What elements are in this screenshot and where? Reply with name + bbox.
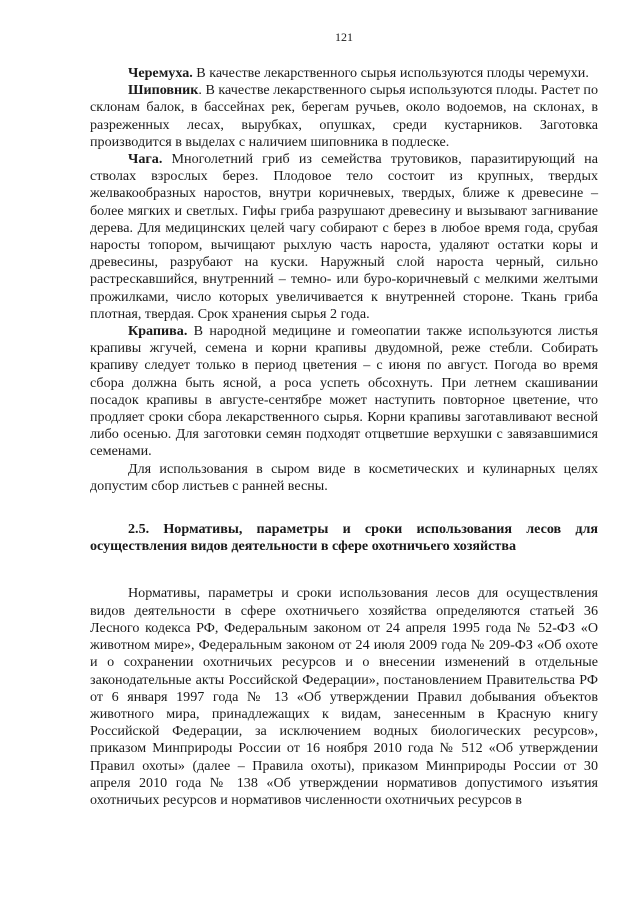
- closing-paragraph: Для использования в сыром виде в косметических и кулинарных целях допустим сбор листьев с ранней весны.: [90, 460, 598, 494]
- entry-paragraph-krapiva: [90, 323, 598, 461]
- entry-term: Шиповник: [128, 82, 199, 99]
- entry-paragraph-chaga: [90, 151, 598, 323]
- entry-text: . В качестве лекарственного сырья используются плоды. Растет по склонам балок, в бассейнах рек, берегам ручьев, около водоемов, на склонах, в разреженных лесах, вырубках, опушках, среди кустарников. Заготовка производится в выделах с наличием шиповника в подлеске.: [90, 82, 598, 150]
- entry-term: Чага.: [128, 151, 163, 168]
- entry-text: В качестве лекарственного сырья используются плоды черемухи.: [192, 65, 589, 81]
- document-page: [90, 30, 598, 809]
- entry-text: Многолетний гриб из семейства трутовиков, паразитирующий на стволах взрослых берез. Плодовое тело состоит из крупных, твердых желвакообразных наростов, внутри коричневых, твердых, ближе к древесине – более мягких и светлых. Гифы гриба разрушают древесину и вызывают загнивание дерева. Для медицинских целей чагу собирают с берез в любое время года, срубая наросты топором, вычищают рыхлую часть нароста, удаляют остатки коры и древесины, разрубают на куски. Наружный слой нароста черный, сильно растрескавшийся, внутренний – темно- или буро-коричневый с мелкими желтыми прожилками, число которых увеличивается к внутренней стороне. Ткань гриба плотная, твердая. Срок хранения сырья 2 года.: [90, 151, 598, 322]
- entry-paragraph-shipovnik: [90, 82, 598, 151]
- entry-term: Черемуха.: [128, 65, 193, 81]
- entry-text: В народной медицине и гомеопатии также используются листья крапивы жгучей, семена и корни крапивы двудомной, реже стебли. Собирать крапиву следует только в период цветения – с июня по август. Погода во время сбора должна быть ясной, а роса успеть обсохнуть. При летнем скашивании посадок крапивы в августе-сентябре может наступить повторное цветение, что продляет сроки сбора лекарственного сырья. Корни крапивы заготавливают весной либо осенью. Для заготовки семян подходят отцветшие верхушки с завязавшимися семенами.: [90, 323, 598, 460]
- page-number: 121: [335, 30, 353, 44]
- section-heading: 2.5. Нормативы, параметры и сроки использования лесов для осуществления видов деятельности в сфере охотничьего хозяйства: [90, 521, 598, 555]
- entry-paragraph-cheremukha: [90, 65, 598, 82]
- section-body: Нормативы, параметры и сроки использования лесов для осуществления видов деятельности в сфере охотничьего хозяйства определяются статьей 36 Лесного кодекса РФ, Федеральным законом от 24 апреля 1995 года № 52-ФЗ «О животном мире», Федеральным законом от 24 июля 2009 года № 209-ФЗ «Об охоте и о сохранении охотничьих ресурсов и о внесении изменений в отдельные законодательные акты Российской Федерации», постановлением Правительства РФ от 6 января 1997 года № 13 «Об утверждении Правил добывания объектов животного мира, принадлежащих к видам, занесенным в Красную книгу Российской Федерации, за исключением водных биологических ресурсов», приказом Минприроды России от 16 ноября 2010 года № 512 «Об утверждении Правил охоты» (далее – Правила охоты), приказом Минприроды России от 30 апреля 2010 года № 138 «Об утверждении нормативов допустимого изъятия охотничьих ресурсов и нормативов численности охотничьих ресурсов в: [90, 585, 598, 808]
- entry-term: Крапива.: [128, 323, 188, 340]
